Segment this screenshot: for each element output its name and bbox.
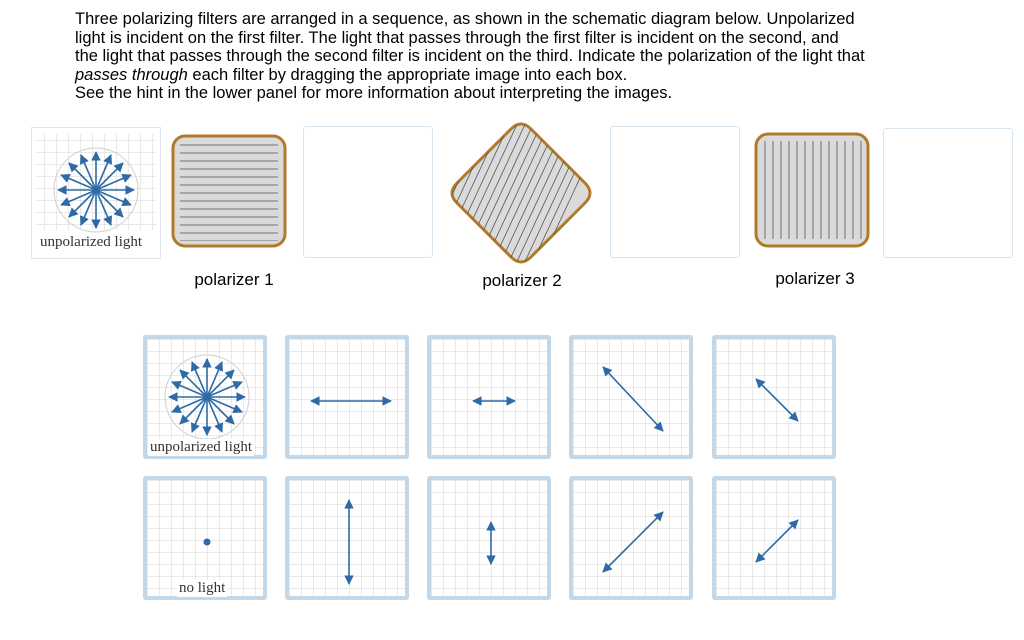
- diagonal-down-polarization-short-icon: [716, 339, 832, 455]
- unpolarized-light-icon: [147, 339, 263, 455]
- diagonal-up-polarization-icon: [573, 480, 689, 596]
- instruction-line: light is incident on the first filter. The light that passes through the first filter is incident on the second, and: [75, 28, 839, 47]
- diagonal-down-polarization-icon: [573, 339, 689, 455]
- instructions: [75, 10, 995, 103]
- horizontal-polarization-short-icon: [431, 339, 547, 455]
- card-diagonal-down-long[interactable]: [569, 335, 693, 459]
- card-diagonal-up-long[interactable]: [569, 476, 693, 600]
- diagonal-up-polarization-short-icon: [716, 480, 832, 596]
- card-diagonal-down-short[interactable]: [712, 335, 836, 459]
- polarizer-2-icon: [446, 118, 596, 268]
- vertical-polarization-icon: [289, 480, 405, 596]
- unpolarized-light-source: [31, 127, 161, 259]
- instruction-line: Three polarizing filters are arranged in a sequence, as shown in the schematic diagram below. Unpolarized: [75, 10, 855, 28]
- instruction-line: See the hint in the lower panel for more information about interpreting the images.: [75, 84, 673, 102]
- polarizer-1-label: polarizer 1: [194, 270, 274, 289]
- no-light-icon: [147, 480, 263, 596]
- card-label: no light: [179, 580, 226, 596]
- instruction-emphasis: passes through: [75, 65, 188, 84]
- card-unpolarized-light[interactable]: [143, 335, 267, 459]
- card-horizontal-short[interactable]: [427, 335, 551, 459]
- source-label: unpolarized light: [40, 234, 143, 250]
- instruction-line: the light that passes through the second filter is incident on the third. Indicate the polarization of the light that: [75, 47, 865, 65]
- card-vertical-long[interactable]: [285, 476, 409, 600]
- drop-box-3[interactable]: [883, 128, 1013, 258]
- card-diagonal-up-short[interactable]: [712, 476, 836, 600]
- vertical-polarization-short-icon: [431, 480, 547, 596]
- drop-box-1[interactable]: [303, 126, 433, 258]
- polarizer-3-label: polarizer 3: [775, 269, 855, 288]
- card-vertical-short[interactable]: [427, 476, 551, 600]
- drop-box-2[interactable]: [610, 126, 740, 258]
- polarizer-1-icon: [170, 133, 290, 251]
- card-horizontal-long[interactable]: [285, 335, 409, 459]
- polarizer-3-icon: [753, 131, 871, 249]
- instruction-text: each filter by dragging the appropriate image into each box.: [187, 65, 628, 84]
- polarizer-2-label: polarizer 2: [482, 271, 562, 290]
- card-label: unpolarized light: [150, 439, 253, 455]
- horizontal-polarization-icon: [289, 339, 405, 455]
- card-no-light[interactable]: [143, 476, 267, 600]
- instruction-line: [75, 66, 995, 85]
